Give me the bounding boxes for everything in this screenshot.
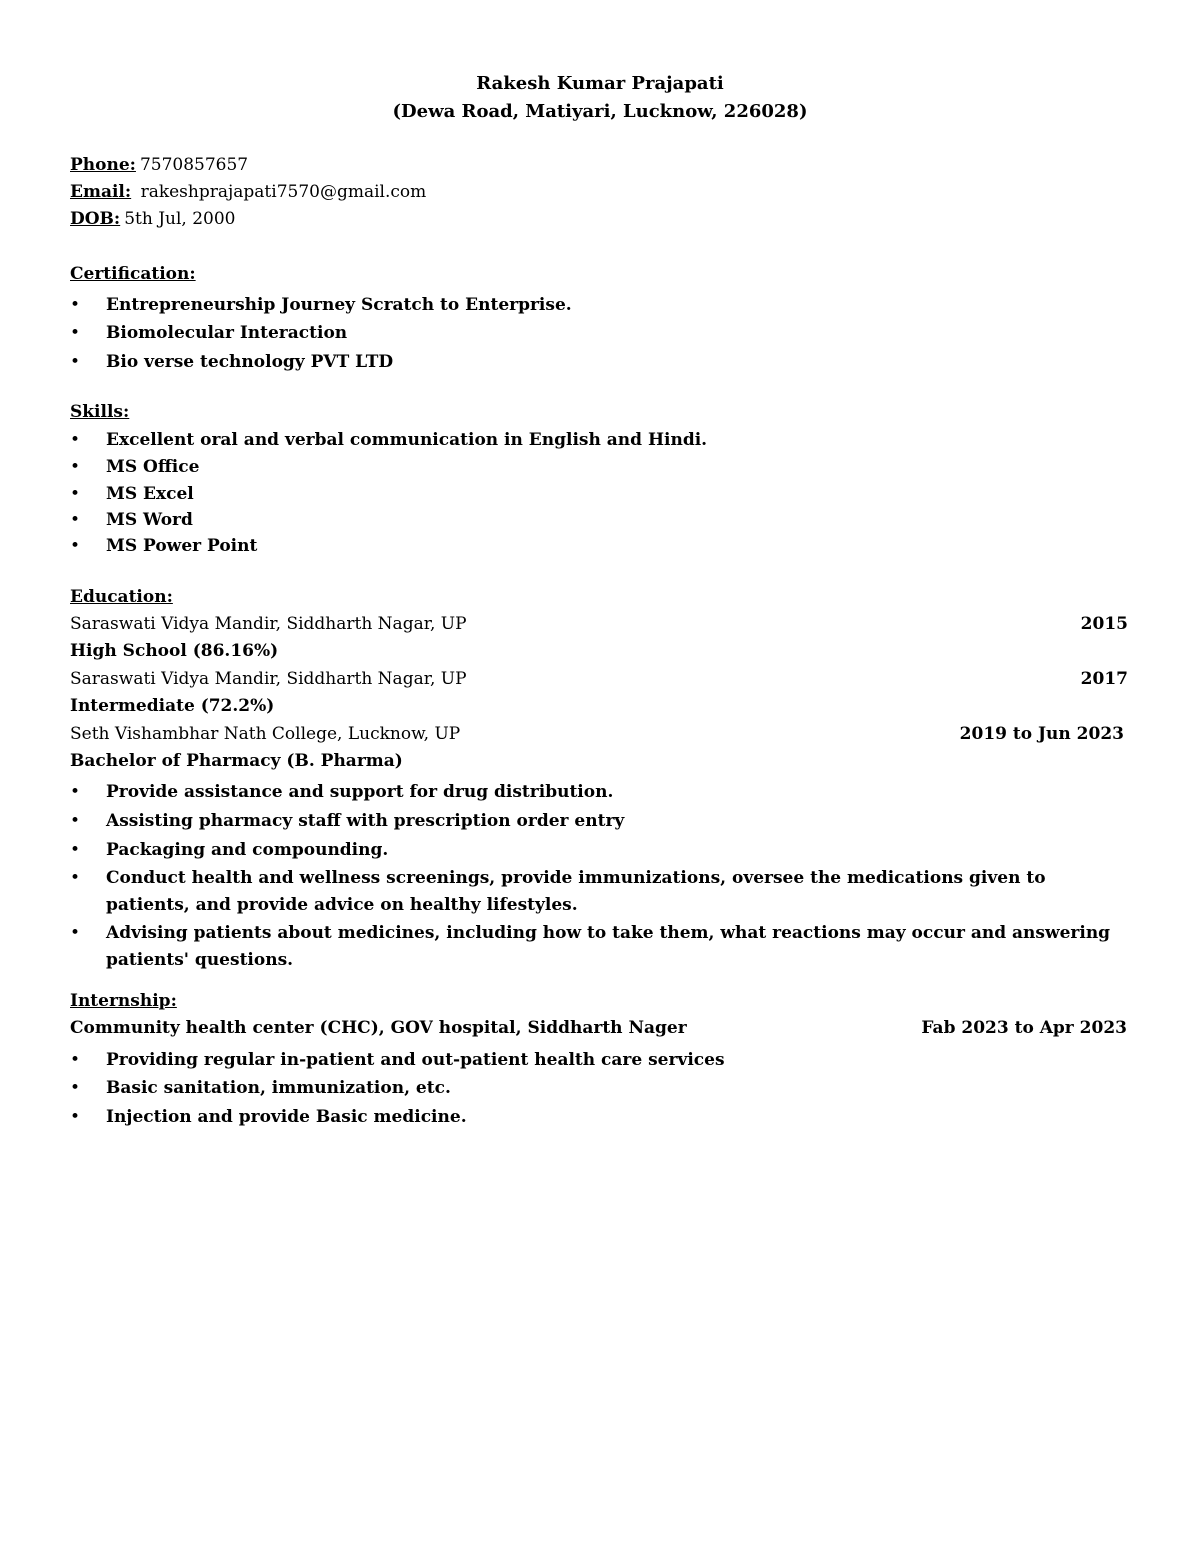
email-row	[70, 182, 426, 202]
education-date: 2019 to Jun 2023	[959, 724, 1124, 744]
education-school: Seth Vishambhar Nath College, Lucknow, UP	[70, 724, 461, 744]
education-degree: Intermediate (72.2%)	[70, 696, 275, 716]
candidate-name: Rakesh Kumar Prajapati	[476, 73, 724, 94]
education-heading: Education:	[70, 587, 173, 607]
skills-heading: Skills:	[70, 402, 130, 422]
phone-label: Phone:	[70, 155, 136, 175]
phone-row	[70, 155, 248, 175]
resume-page: Rakesh Kumar Prajapati (Dewa Road, Matiyari, Lucknow, 226028) Phone: 7570857657 Email: rakeshprajapati7570@gmail.com DOB: 5th Jul, 2000 Certification: • Entrepreneurship Journey Scratch to Enterprise. • Biomolecular Interaction • Bio verse technology PVT LTD Skills: • Excellent oral and verbal communication in English and Hindi. • MS Office • MS Excel • MS Word • MS Power Point Education: Saraswati Vidya Mandir, Siddharth Nagar, UP 2015 High School (86.16%) Saraswati Vidya Mandir, Siddharth Nagar, UP 2017 Intermediate (72.2%) Seth Vishambhar Nath College, Lucknow, UP 2019 to Jun 2023 Bachelor of Pharmacy (B. Pharma) • Provide assistance and support for drug distribution. • Assisting pharmacy staff with prescription order entry • Packaging and compounding. • Conduct health and wellness screenings, provide immunizations, oversee the medications given to patients, and provide advice on healthy lifestyles. • Advising patients about medicines, including how to take them, what reactions may occur and answering patients' questions. Internship: Community health center (CHC), GOV hospital, Siddharth Nager Fab 2023 to Apr 2023 • Providing regular in-patient and out-patient health care services • Basic sanitation, immunization, etc. • Injection and provide Basic medicine.	[0, 0, 1200, 1553]
dob-row	[70, 209, 235, 229]
education-date: 2017	[1080, 669, 1128, 689]
internship-heading: Internship:	[70, 991, 177, 1011]
candidate-address: (Dewa Road, Matiyari, Lucknow, 226028)	[392, 101, 808, 122]
education-school: Saraswati Vidya Mandir, Siddharth Nagar, UP	[70, 614, 467, 634]
internship-place: Community health center (CHC), GOV hospital, Siddharth Nager	[70, 1018, 687, 1038]
education-degree: Bachelor of Pharmacy (B. Pharma)	[70, 751, 403, 771]
education-date: 2015	[1080, 614, 1128, 634]
education-school: Saraswati Vidya Mandir, Siddharth Nagar, UP	[70, 669, 467, 689]
education-degree: High School (86.16%)	[70, 641, 279, 661]
dob-label: DOB:	[70, 209, 121, 229]
phone-value: 7570857657	[139, 155, 249, 175]
email-label: Email:	[70, 182, 132, 202]
internship-date: Fab 2023 to Apr 2023	[921, 1018, 1127, 1038]
dob-value: 5th Jul, 2000	[124, 209, 236, 229]
email-value: rakeshprajapati7570@gmail.com	[140, 182, 427, 202]
certification-heading: Certification:	[70, 264, 196, 284]
